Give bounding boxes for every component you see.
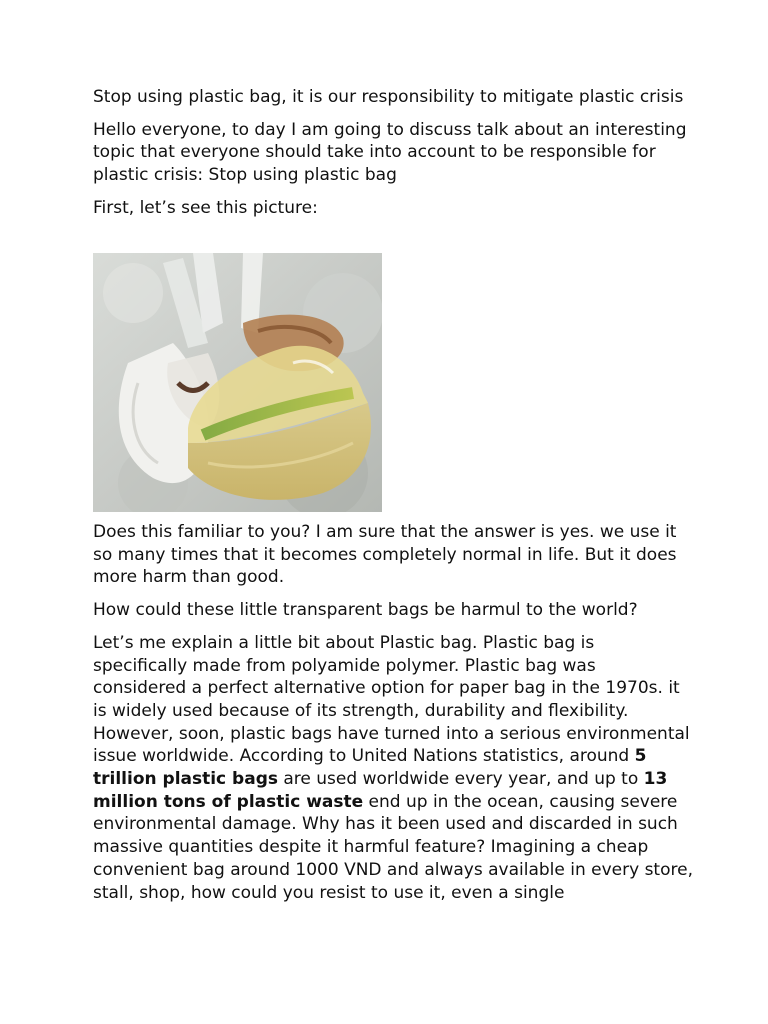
explanation-part-1: Let’s me explain a little bit about Plastic bag. Plastic bag is specifically made from polyamide polymer. Plastic bag was considered a perfect alternative option for paper bag in the 1970s. it is widely used because of its strength, durability and flexibility. However, soon, plastic bags have turned into a serious environmental issue worldwide. According to United Nations statistics, around (93, 632, 690, 767)
picture-caption: First, let’s see this picture: (93, 197, 318, 218)
plastic-bags-photo (93, 253, 382, 512)
question-paragraph: How could these little transparent bags be harmul to the world? (93, 600, 638, 621)
explanation-bold-2: 13 million tons of plastic waste (93, 769, 668, 812)
explanation-paragraph (93, 632, 693, 904)
intro-paragraph: Hello everyone, to day I am going to discuss talk about an interesting topic that everyone should take into account to be responsible for plastic crisis: Stop using plastic bag (93, 119, 687, 186)
explanation-bold-1: 5 trillion plastic bags (93, 746, 647, 790)
document-title: Stop using plastic bag, it is our responsibility to mitigate plastic crisis (93, 87, 684, 107)
body-text (93, 521, 693, 914)
document-page (93, 86, 693, 230)
explanation-part-2: are used worldwide every year, and up to (277, 769, 644, 790)
familiar-paragraph: Does this familiar to you? I am sure that the answer is yes. we use it so many times that it becomes completely normal in life. But it does more harm than good. (93, 522, 677, 588)
explanation-part-3: end up in the ocean, causing severe environmental damage. Why has it been used and discarded in such massive quantities despite it harmful feature? Imagining a cheap convenient bag around 1000 VND and always available in every store, stall, shop, how could you resist to use it, even a single (93, 791, 693, 903)
